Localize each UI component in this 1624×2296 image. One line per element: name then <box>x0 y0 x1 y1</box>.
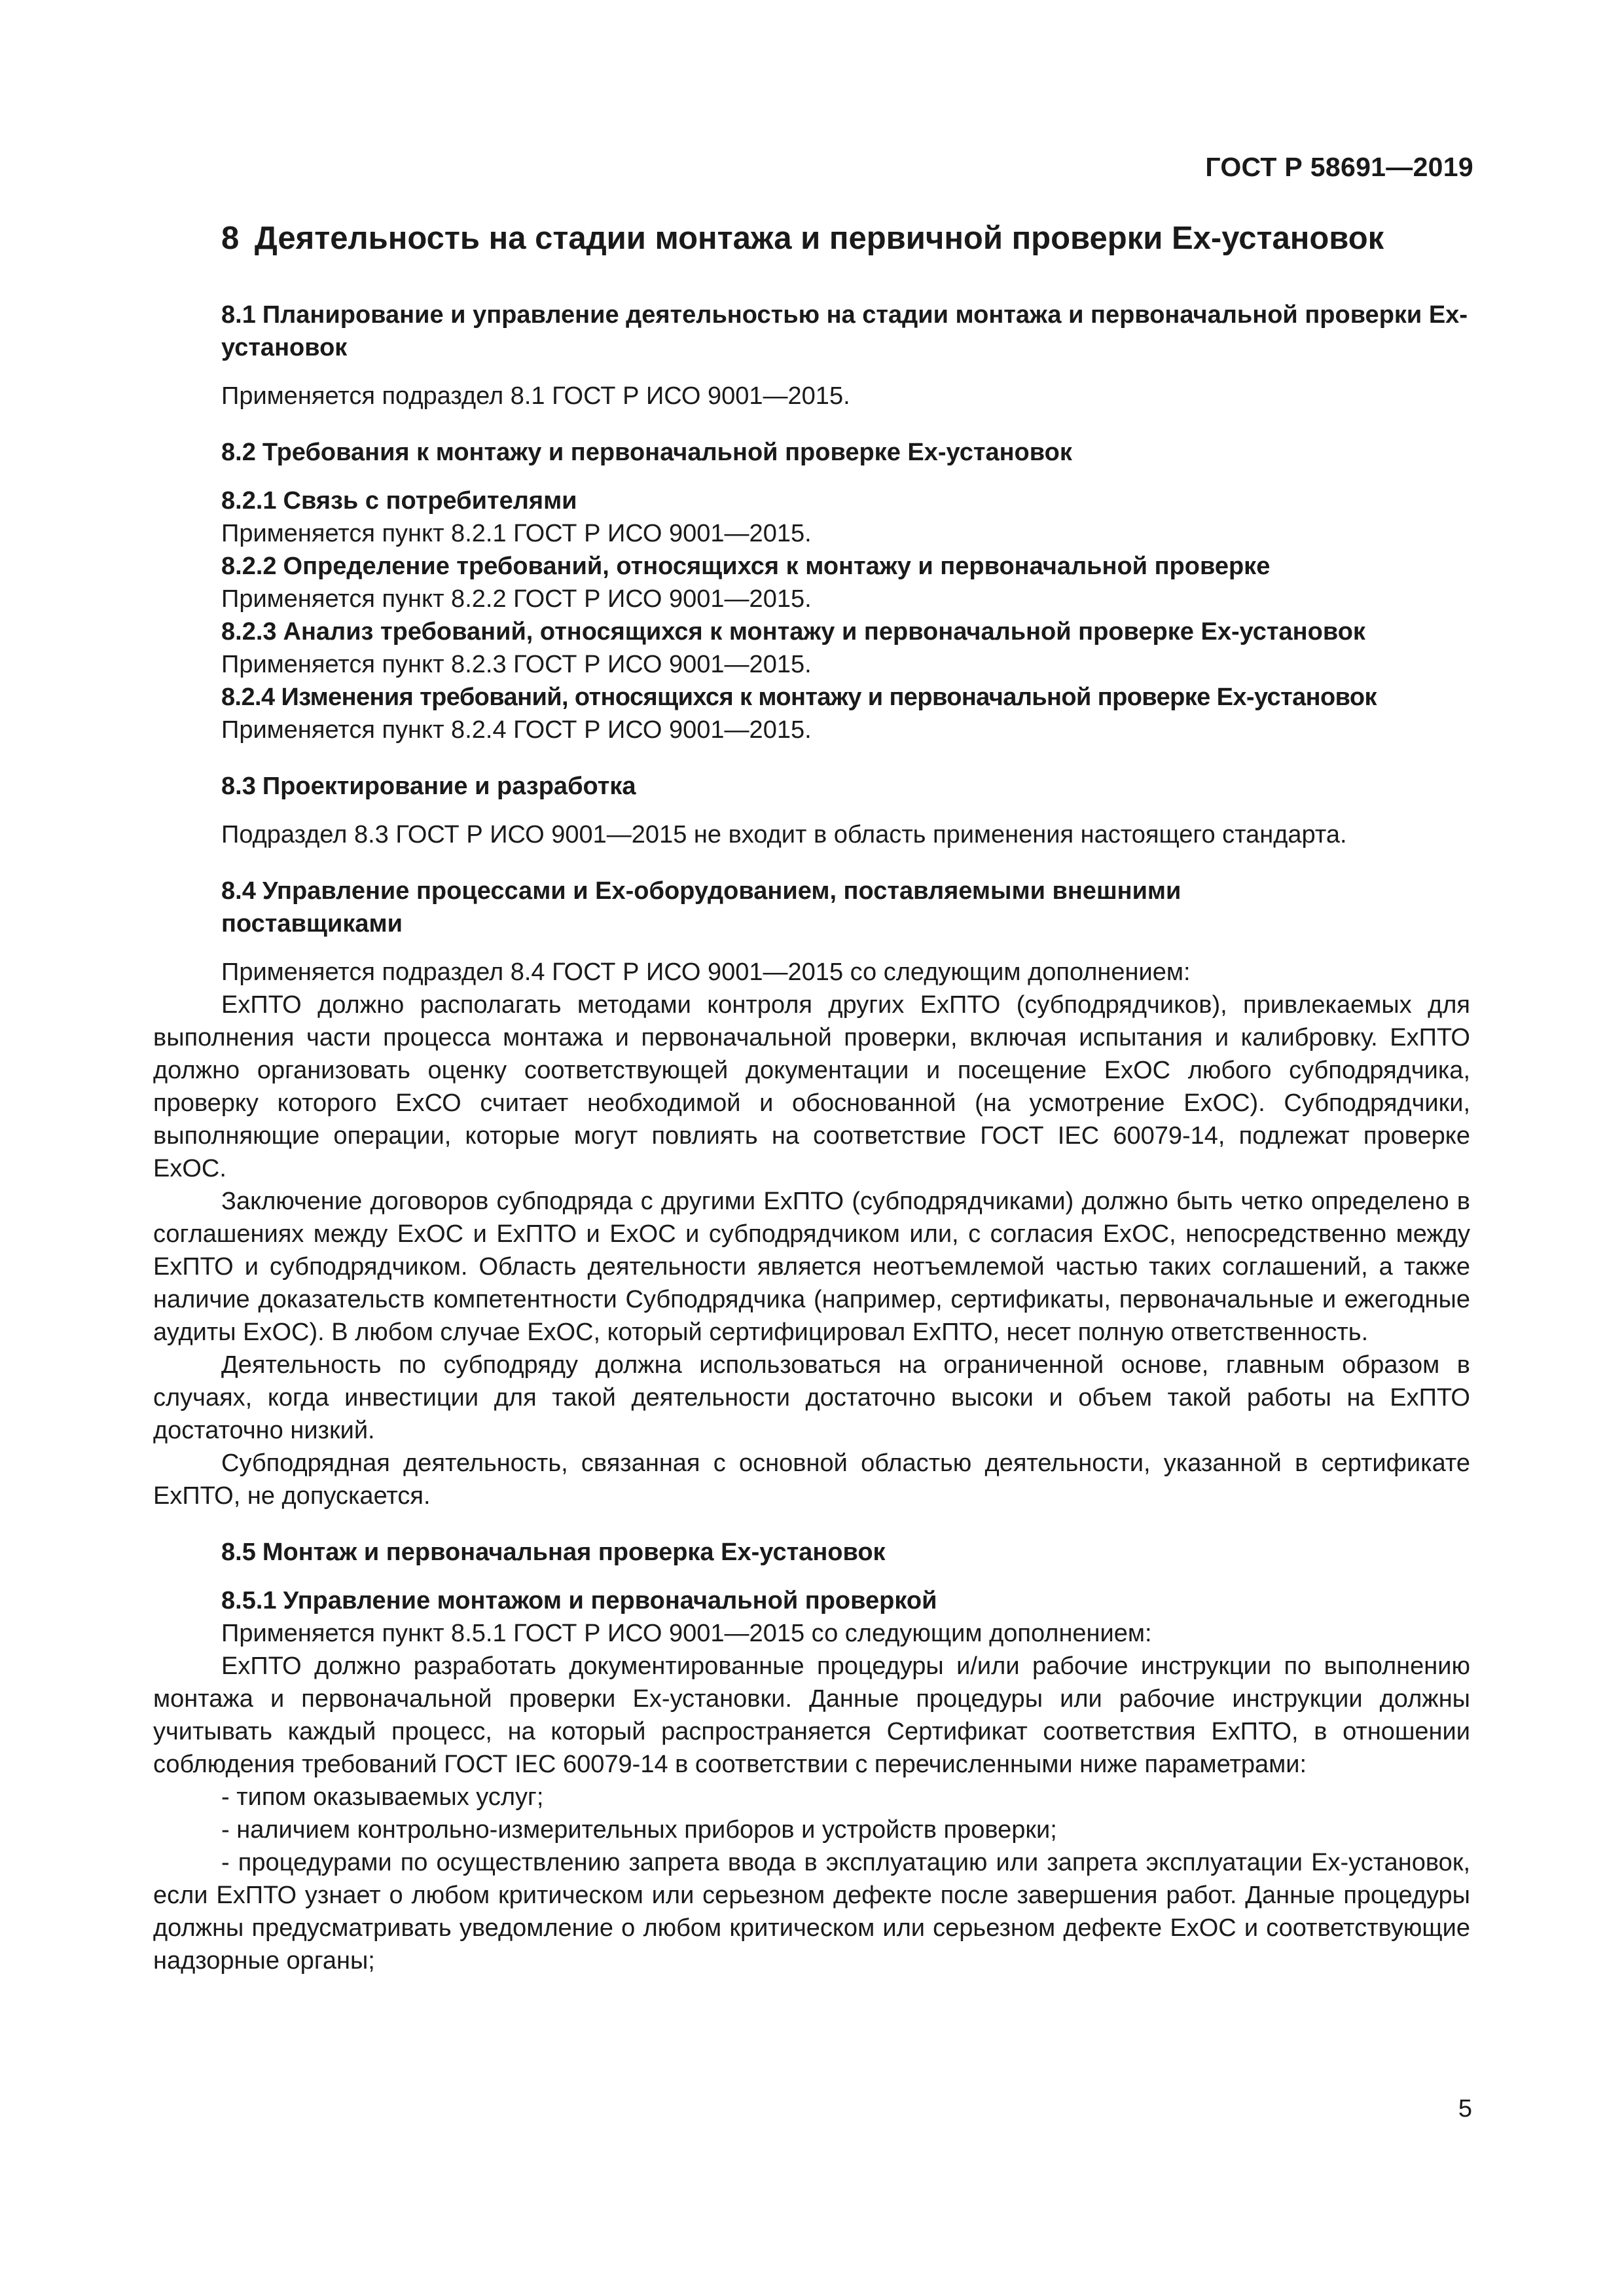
paragraph: Субподрядная деятельность, связанная с основной областью деятельности, указанной в сертификате ExПТО, не допускается. <box>153 1449 1470 1510</box>
paragraph: ExПТО должно разработать документированные процедуры и/или рабочие инструкции по выполнению монтажа и первоначальной проверки Ex-установки. Данные процедуры или рабочие инструкции должны учитывать каждый процесс, на который распространяется Сертификат соответствия ExПТО, в отношении соблюдения требований ГОСТ IEC 60079-14 в соответствии с перечисленными ниже параметрами: <box>153 1652 1470 1778</box>
page-content <box>153 219 1470 1977</box>
clause-8-5-1-heading <box>153 1584 1470 1617</box>
subsection-8-3-text: Подраздел 8.3 ГОСТ Р ИСО 9001—2015 не входит в область применения настоящего стандарта. <box>221 821 1347 848</box>
section-number: 8 <box>221 221 240 256</box>
clause-8-2-1-text: Применяется пункт 8.2.1 ГОСТ Р ИСО 9001—2015. <box>221 520 812 547</box>
subsection-8-2-heading <box>153 436 1470 469</box>
subsection-number: 8.1 <box>221 301 256 329</box>
paragraph: Деятельность по субподряду должна использоваться на ограниченной основе, главным образом в случаях, когда инвестиции для такой деятельности достаточно высоки и объем такой работы на ExПТО достаточно низкий. <box>153 1351 1470 1444</box>
subsection-8-4-heading <box>153 875 1470 940</box>
page-number: 5 <box>1458 2095 1472 2123</box>
clause-number: 8.2.2 <box>221 553 277 580</box>
paragraph: Применяется пункт 8.5.1 ГОСТ Р ИСО 9001—2015 со следующим дополнением: <box>221 1620 1152 1647</box>
subsection-number: 8.4 <box>221 877 256 905</box>
clause-title: Анализ требований, относящихся к монтажу и первоначальной проверке Ex-установок <box>283 618 1365 646</box>
clause-title: Управление монтажом и первоначальной проверкой <box>283 1587 937 1614</box>
clause-8-2-2-heading <box>153 550 1470 583</box>
list-item: - типом оказываемых услуг; <box>221 1783 544 1811</box>
clause-8-2-2-text: Применяется пункт 8.2.2 ГОСТ Р ИСО 9001—2015. <box>221 585 812 613</box>
clause-title: Связь с потребителями <box>283 487 577 515</box>
section-8-heading <box>153 219 1470 258</box>
clause-number: 8.2.3 <box>221 618 277 646</box>
subsection-title: Монтаж и первоначальная проверка Ex-установок <box>262 1539 886 1566</box>
list-item: - наличием контрольно-измерительных приборов и устройств проверки; <box>221 1816 1057 1844</box>
subsection-title: Планирование и управление деятельностью на стадии монтажа и первоначальной проверки Ex-установок <box>221 301 1468 361</box>
clause-8-2-3-heading <box>153 615 1470 648</box>
section-title: Деятельность на стадии монтажа и первичной проверки Ex-установок <box>254 221 1384 256</box>
subsection-8-5-heading <box>153 1536 1470 1569</box>
clause-number: 8.5.1 <box>221 1587 277 1614</box>
paragraph: Применяется подраздел 8.4 ГОСТ Р ИСО 9001—2015 со следующим дополнением: <box>221 958 1191 986</box>
clause-8-2-1-heading <box>153 484 1470 517</box>
subsection-8-3-heading <box>153 770 1470 803</box>
list-item: - процедурами по осуществлению запрета ввода в эксплуатацию или запрета эксплуатации Ex-установок, если ExПТО узнает о любом критическом или серьезном дефекте после завершения работ. Данные процедуры должны предусматривать уведомление о любом критическом или серьезном дефекте ExОС и соответствующие надзорные органы; <box>153 1849 1470 1975</box>
clause-8-2-3-text: Применяется пункт 8.2.3 ГОСТ Р ИСО 9001—2015. <box>221 651 812 678</box>
subsection-8-1-text: Применяется подраздел 8.1 ГОСТ Р ИСО 9001—2015. <box>221 382 850 410</box>
clause-title: Изменения требований, относящихся к монтажу и первоначальной проверке Ex-установок <box>281 683 1377 711</box>
clause-8-2-4-heading <box>153 681 1470 714</box>
subsection-8-1-heading <box>153 299 1470 364</box>
subsection-number: 8.5 <box>221 1539 256 1566</box>
document-header: ГОСТ Р 58691—2019 <box>1205 152 1473 182</box>
paragraph: ExПТО должно располагать методами контроля других ExПТО (субподрядчиков), привлекаемых для выполнения части процесса монтажа и первоначальной проверки, включая испытания и калибровку. ExПТО должно организовать оценку соответствующей документации и посещение ExОС любого субподрядчика, проверку которого ExСО считает необходимой и обоснованной (на усмотрение ExОС). Субподрядчики, выполняющие операции, которые могут повлиять на соответствие ГОСТ IEC 60079-14, подлежат проверке ExОС. <box>153 991 1470 1182</box>
clause-number: 8.2.1 <box>221 487 277 515</box>
paragraph: Заключение договоров субподряда с другими ExПТО (субподрядчиками) должно быть четко определено в соглашениях между ExОС и ExПТО и ExОС и субподрядчиком или, с согласия ExОС, непосредственно между ExПТО и субподрядчиком. Область деятельности является неотъемлемой частью таких соглашений, а также наличие доказательств компетентности Субподрядчика (например, сертификаты, первоначальные и ежегодные аудиты ExОС). В любом случае ExОС, который сертифицировал ExПТО, несет полную ответственность. <box>153 1188 1470 1346</box>
subsection-title: Управление процессами и Ex-оборудованием, поставляемыми внешними поставщиками <box>221 877 1182 938</box>
subsection-number: 8.2 <box>221 439 256 466</box>
subsection-number: 8.3 <box>221 773 256 800</box>
clause-title: Определение требований, относящихся к монтажу и первоначальной проверке <box>283 553 1271 580</box>
subsection-title: Требования к монтажу и первоначальной проверке Ex-установок <box>262 439 1072 466</box>
clause-number: 8.2.4 <box>221 683 275 711</box>
subsection-title: Проектирование и разработка <box>262 773 636 800</box>
clause-8-2-4-text: Применяется пункт 8.2.4 ГОСТ Р ИСО 9001—2015. <box>221 716 812 744</box>
